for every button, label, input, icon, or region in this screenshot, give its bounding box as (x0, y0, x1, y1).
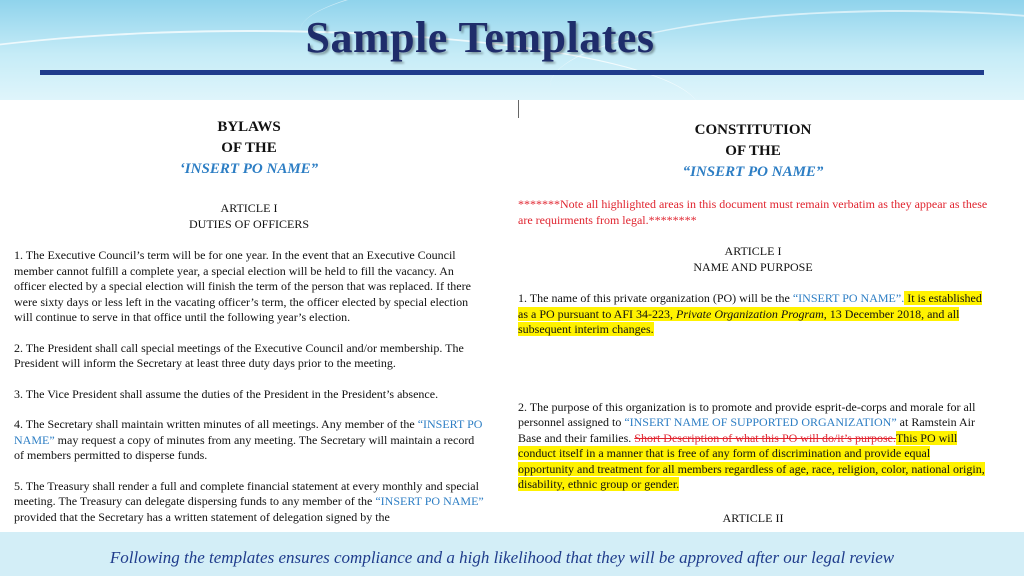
bylaws-heading-of: OF THE (221, 140, 277, 156)
highlighted-text: This PO will conduct itself in a manner that is free of any form of discrimination and provide equal opportunity and treatment for all members regardless of age, race, religion, color, national origin, disability, ethnic group or gender. (518, 430, 985, 491)
bylaws-paragraph-1: 1. The Executive Council’s term will be for one year. In the event that an Executive Council member cannot fulfill a complete year, a special election will be held to fill the vacancy. An officer elected by a special election will finish the term of the person that was replaced. If there were sixty days or less left in the vacating officer’s term, the officer elected by special election will continue to serve in that office until the following year’s election. (14, 248, 471, 324)
paragraph-text: 2. The purpose of this organization is to promote and provide esprit-de-corps and morale for all personnel assigned to (518, 399, 976, 429)
highlighted-text: It is established as a PO pursuant to AFI 34-223, (518, 291, 982, 321)
bylaws-document (14, 100, 484, 525)
paragraph-text: provided that the Secretary has a written statement of delegation signed by the (14, 509, 390, 524)
bylaws-article-subtitle: DUTIES OF OFFICERS (188, 216, 310, 231)
slide-title: Sample Templates (305, 13, 655, 62)
legal-note: *******Note all highlighted areas in this document must remain verbatim as they appear as these are requirments from legal.******** (518, 197, 988, 227)
constitution-paragraph-1 (518, 291, 988, 338)
constitution-article2-title: ARTICLE II (722, 510, 784, 525)
constitution-article1-subtitle: NAME AND PURPOSE (693, 259, 813, 274)
bylaws-po-name: ‘INSERT PO NAME” (179, 161, 319, 177)
bylaws-paragraph-2: 2. The President shall call special meetings of the Executive Council and/or membership. The President will inform the Secretary at least three duty days prior to the meeting. (14, 340, 464, 370)
title-underline (40, 70, 984, 75)
constitution-heading: CONSTITUTION (694, 122, 812, 138)
struck-text: Short Description of what this PO will do/it’s purpose. (634, 430, 896, 445)
footer-caption: Following the templates ensures compliance and a high likelihood that they will be approved after our legal review (109, 548, 895, 567)
org-name-placeholder: “INSERT NAME OF SUPPORTED ORGANIZATION” (624, 415, 897, 429)
paragraph-text: 4. The Secretary shall maintain written minutes of all meetings. Any member of the (14, 417, 418, 431)
po-name-placeholder: “INSERT PO NAME” (375, 494, 484, 508)
slide-header (0, 0, 1024, 100)
constitution-paragraph-2 (518, 400, 988, 493)
bylaws-paragraph-4 (14, 417, 484, 464)
bylaws-article-title: ARTICLE I (220, 201, 278, 215)
bylaws-paragraph-5 (14, 479, 484, 526)
paragraph-text: 1. The name of this private organization (PO) will be the (518, 291, 793, 305)
po-name-placeholder: “INSERT PO NAME”. (792, 291, 905, 305)
slide-footer (0, 532, 1024, 576)
bylaws-heading: BYLAWS (217, 119, 281, 135)
paragraph-text: at Ramstein Air Base and their families. (518, 415, 975, 445)
document-area (4, 100, 1020, 532)
constitution-document (518, 100, 988, 526)
constitution-article1-title: ARTICLE I (724, 244, 782, 258)
highlighted-text: Private Organization Program (676, 306, 824, 321)
paragraph-text: 5. The Treasury shall render a full and complete financial statement at every monthly and special meeting. The Treasury can delegate dispersing funds to any member of the (14, 478, 479, 508)
highlighted-text: , 13 December 2018, and all subsequent interim changes. (518, 306, 960, 336)
bylaws-paragraph-3: 3. The Vice President shall assume the duties of the President in the President’s absence. (14, 386, 439, 401)
constitution-heading-of: OF THE (725, 143, 781, 159)
po-name-placeholder: “INSERT PO NAME” (14, 417, 483, 447)
paragraph-text: may request a copy of minutes from any meeting. The Secretary will maintain a record of members permitted to disperse funds. (14, 432, 475, 462)
constitution-po-name: “INSERT PO NAME” (682, 164, 824, 180)
